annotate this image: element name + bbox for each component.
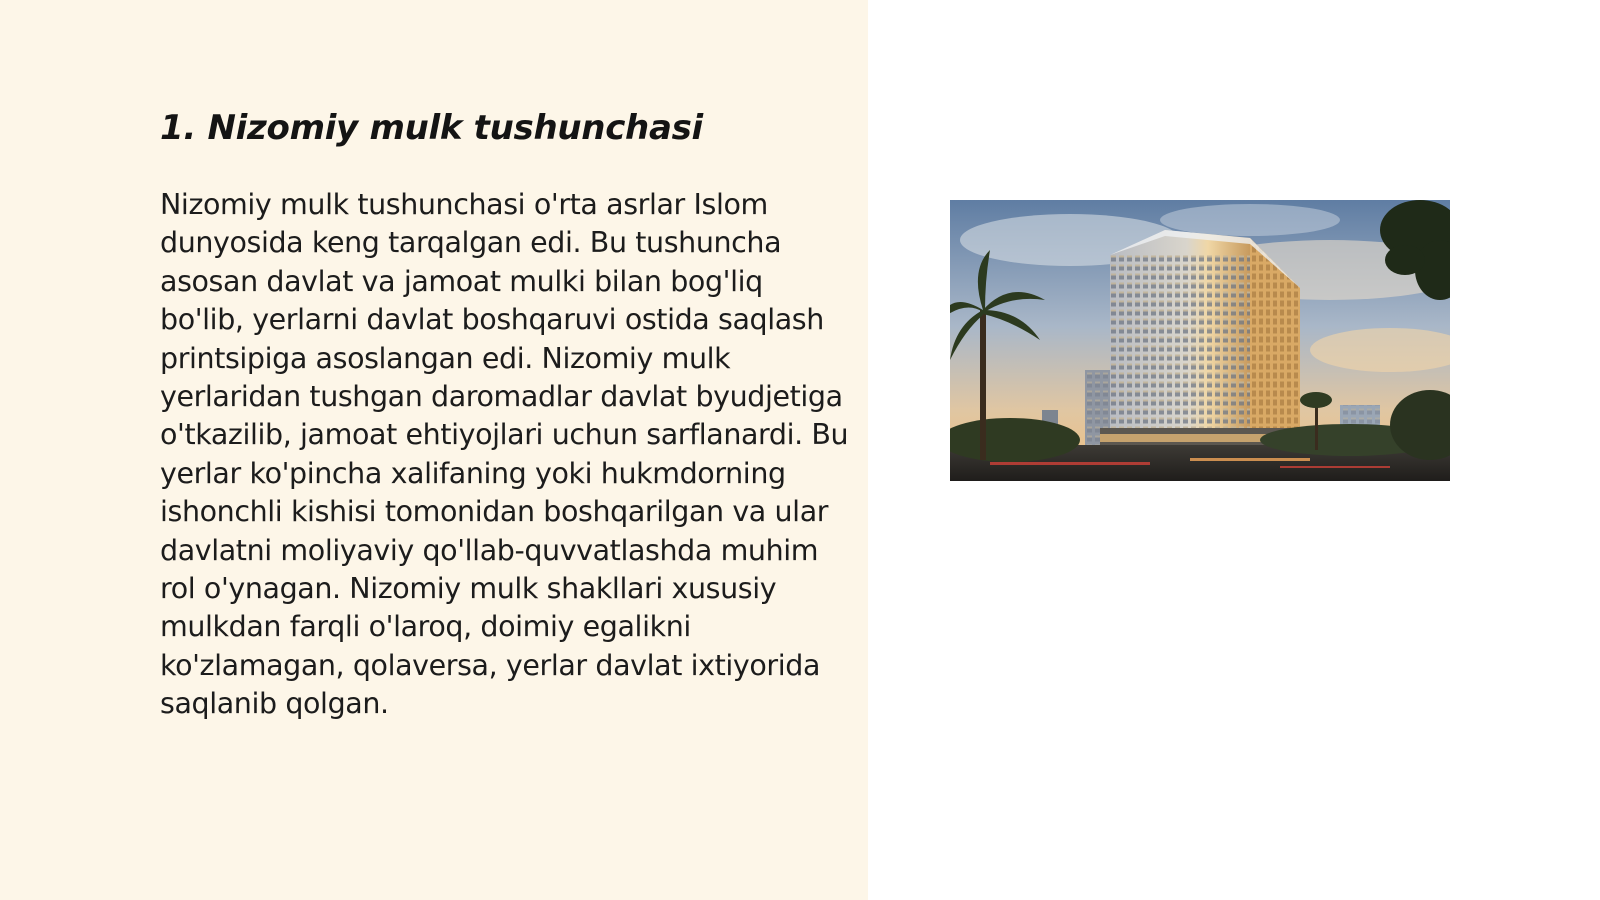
slide-body-text: Nizomiy mulk tushunchasi o'rta asrlar Islom dunyosida keng tarqalgan edi. Bu tushuncha asosan davlat va jamoat mulki bilan bog'liq bo'lib, yerlarni davlat boshqaruvi ostida saqlash printsipiga asoslangan edi. Nizomiy mulk yerlaridan tushgan daromadlar davlat byudjetiga o'tkazilib, jamoat ehtiyojlari uchun sarflanardi. Bu yerlar ko'pincha xalifaning yoki hukmdorning ishonchli kishisi tomonidan boshqarilgan va ular davlatni moliyaviy qo'llab-quvvatlashda muhim rol o'ynagan. Nizomiy mulk shakllari xususiy mulkdan farqli o'laroq, doimiy egalikni ko'zlamagan, qolaversa, yerlar davlat ixtiyorida saqlanib qolgan. <box>160 188 849 721</box>
slide-title: 1. Nizomiy mulk tushunchasi <box>160 108 703 148</box>
building-photo <box>950 200 1450 481</box>
